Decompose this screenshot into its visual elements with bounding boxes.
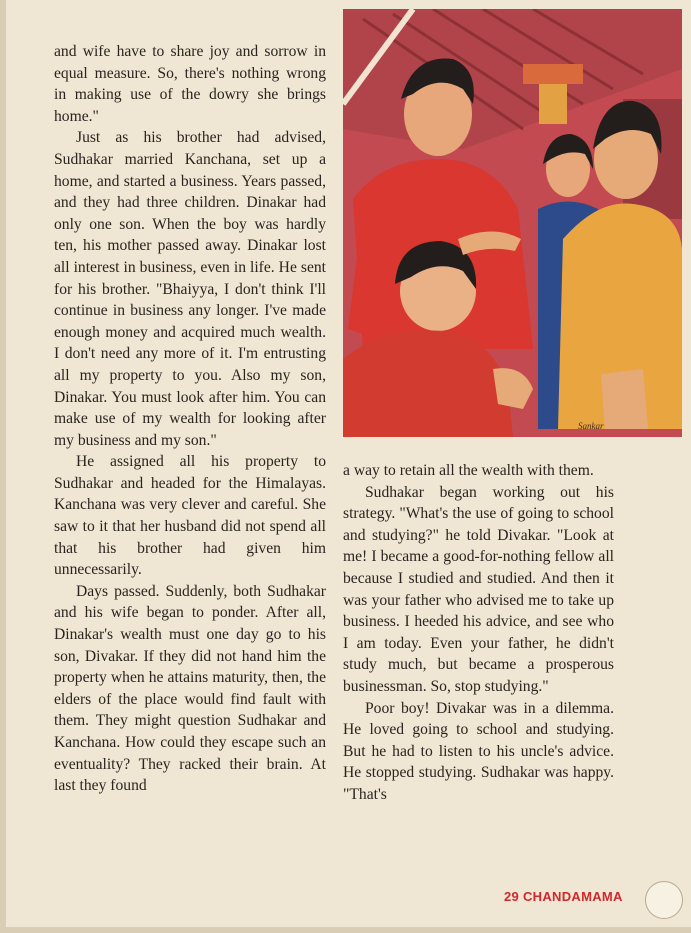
left-text-column bbox=[54, 41, 326, 797]
paragraph: and wife have to share joy and sorrow in equal measure. So, there's nothing wrong in making use of the dowry she brings home." bbox=[54, 43, 326, 125]
story-illustration bbox=[343, 9, 682, 437]
page-edge bbox=[0, 0, 6, 933]
library-stamp-icon bbox=[645, 881, 683, 919]
artist-signature: Sankar bbox=[578, 421, 604, 431]
paragraph: Poor boy! Divakar was in a dilemma. He loved going to school and studying. But he had to listen to his uncle's advice. He stopped studying. Sudhakar was happy. "That's bbox=[343, 699, 614, 803]
paragraph: He assigned all his property to Sudhakar and headed for the Himalayas. Kanchana was very clever and careful. She saw to it that her husband did not spend all that his brother had given him unnecessarily. bbox=[54, 453, 326, 579]
paragraph: Just as his brother had advised, Sudhakar married Kanchana, set up a home, and started a business. Years passed, and they had three children. Dinakar had only one son. When the boy was hardly ten, his mother passed away. Dinakar lost all interest in business, even in life. He sent for his brother. "Bhaiyya, I don't think I'll continue in business any longer. I've made enough money and acquired much wealth. I don't need any more of it. I'm entrusting all my property to you. Also my son, Dinakar. You must look after him. You can make use of my wealth for looking after my business and my son." bbox=[54, 129, 326, 449]
paragraph: Days passed. Suddenly, both Sudhakar and his wife began to ponder. After all, Dinakar's wealth must one day go to his son, Divakar. If they did not hand him the property when he attains maturity, then, the elders of the place would find fault with them. They might question Sudhakar and Kanchana. How could they escape such an eventuality? They racked their brain. At last they found bbox=[54, 582, 326, 795]
paragraph: Sudhakar began working out his strategy. "What's the use of going to school and studying?" he told Divakar. "Look at me! I became a good-for-nothing fellow all because I studied and studied. And then it was your father who advised me to take up business. I heeded his advice, and see who I am today. Even your father, he didn't study much, but became a prosperous businessman. So, stop studying." bbox=[343, 483, 614, 695]
paragraph: a way to retain all the wealth with them. bbox=[343, 462, 594, 479]
illustration-art bbox=[343, 9, 682, 437]
right-text-column bbox=[343, 460, 614, 806]
page-edge bbox=[0, 927, 691, 933]
page-folio: 29 CHANDAMAMA bbox=[504, 889, 623, 904]
